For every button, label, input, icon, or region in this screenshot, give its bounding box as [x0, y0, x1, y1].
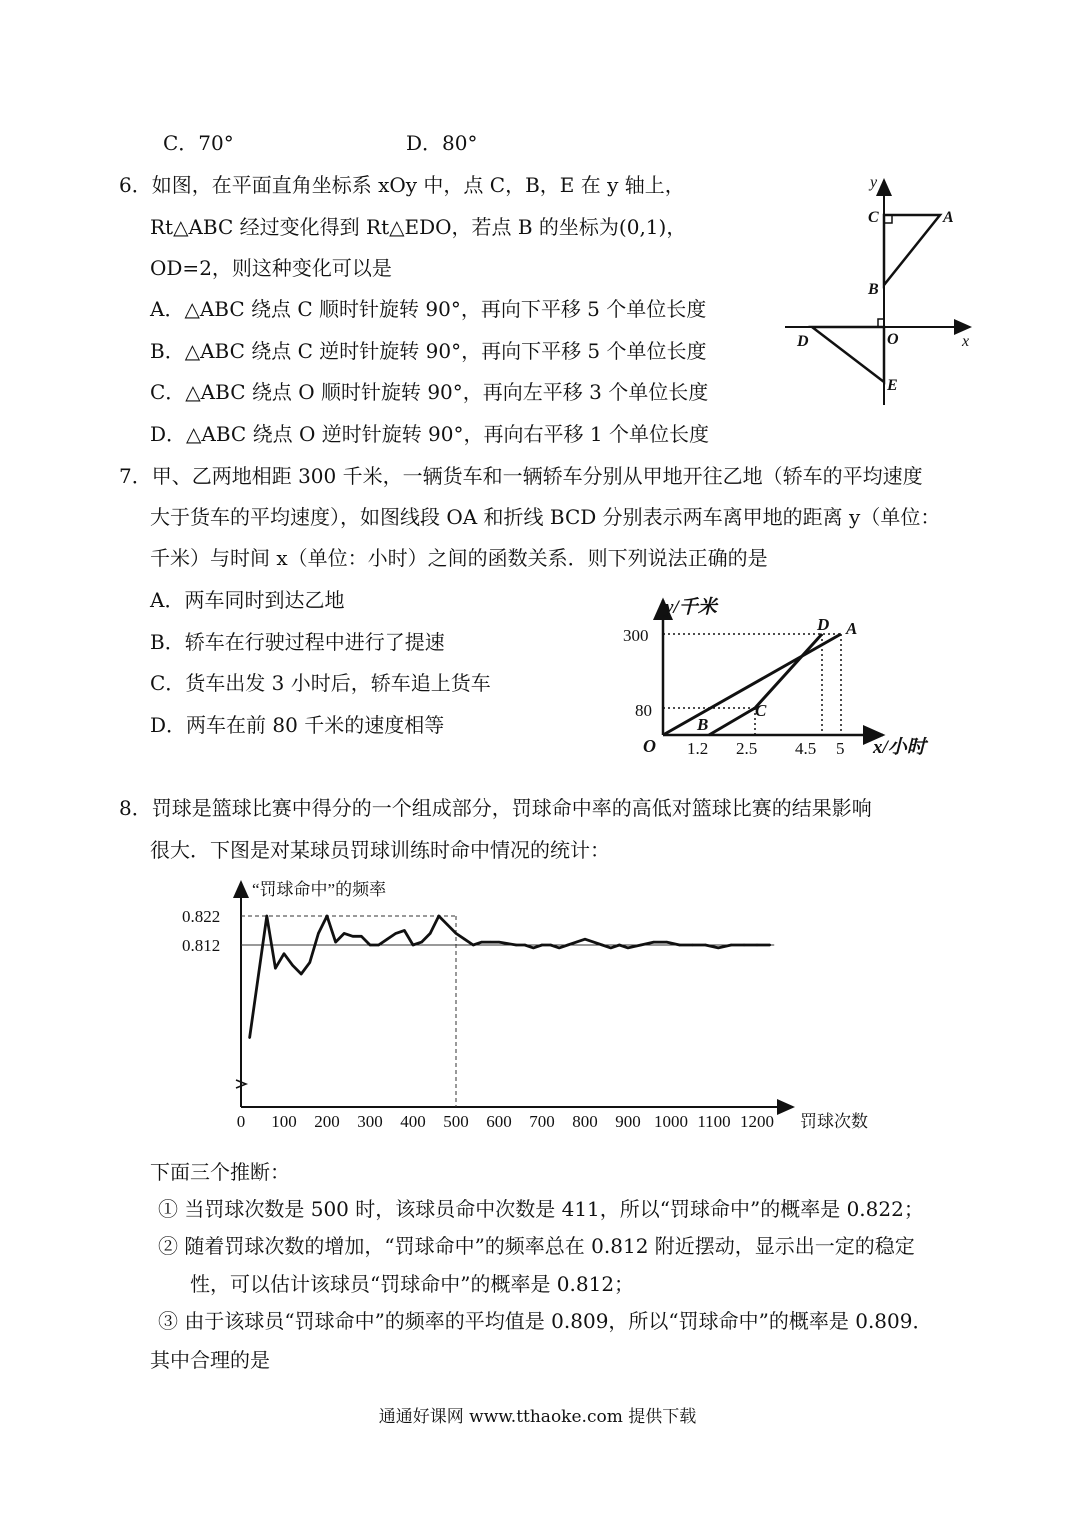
q8-item-3: ③ 由于该球员“罚球命中”的频率的平均值是 0.809，所以“罚球命中”的概率是 0.809． [158, 1309, 933, 1333]
q6-option-d: D．△ABC 绕点 O 逆时针旋转 90°，再向右平移 1 个单位长度 [150, 422, 709, 446]
q8-data-point [420, 941, 422, 943]
q8-data-point [532, 947, 534, 949]
q6-stem-line2: Rt△ABC 经过变化得到 Rt△EDO，若点 B 的坐标为(0,1)， [150, 215, 687, 239]
q8-data-point [515, 944, 517, 946]
q8-data-point [575, 941, 577, 943]
q8-x-tick-label: 500 [443, 1112, 469, 1131]
q8-data-point [463, 938, 465, 940]
q6-stem-line3: OD=2，则这种变化可以是 [150, 256, 392, 280]
q8-data-point [704, 944, 706, 946]
q8-data-point [248, 1037, 250, 1039]
q8-data-point [743, 944, 745, 946]
q6-triangle-abc [884, 215, 940, 285]
q7-stem-line1: 7．甲、乙两地相距 300 千米，一辆货车和一辆轿车分别从甲地开往乙地（轿车的平均速度 [119, 464, 923, 488]
q6-label-x: x [962, 333, 970, 350]
q8-data-point [266, 915, 268, 917]
q8-data-point [334, 941, 336, 943]
q8-data-point [446, 924, 448, 926]
q8-data-point [567, 944, 569, 946]
q8-data-point [377, 944, 379, 946]
q6-label-c: C [868, 209, 879, 226]
q7-segment-oa [663, 634, 841, 735]
q8-data-point [283, 953, 285, 955]
q8-x-tick-label: 300 [357, 1112, 383, 1131]
q8-y-tick-label: 0.812 [182, 936, 221, 955]
q8-data-point [524, 944, 526, 946]
q8-x-tick-label: 600 [486, 1112, 512, 1131]
q8-x-tick-label: 100 [271, 1112, 297, 1131]
q8-data-point [558, 947, 560, 949]
q6-option-a: A．△ABC 绕点 C 顺时针旋转 90°，再向下平移 5 个单位长度 [150, 297, 707, 321]
q7-label-o: O [643, 736, 656, 756]
q6-coordinate-figure [780, 170, 980, 410]
q7-tick-300: 300 [623, 626, 649, 645]
q8-x-tick-label: 900 [615, 1112, 641, 1131]
q7-tick-4-5: 4.5 [795, 739, 817, 758]
q8-item-2-cont: 性，可以估计该球员“罚球命中”的概率是 0.812； [190, 1272, 635, 1296]
q8-data-point [627, 947, 629, 949]
q7-tick-1-2: 1.2 [687, 739, 709, 758]
q8-x-tick-label: 1100 [697, 1112, 731, 1131]
q8-item-2: ② 随着罚球次数的增加，“罚球命中”的频率总在 0.812 附近摆动，显示出一定的稳定 [158, 1234, 915, 1258]
q7-stem-line3: 千米）与时间 x（单位：小时）之间的函数关系．则下列说法正确的是 [150, 546, 768, 570]
q7-option-b: B．轿车在行驶过程中进行了提速 [150, 630, 445, 654]
q7-y-label: y/千米 [665, 597, 717, 618]
q8-data-point [369, 944, 371, 946]
q8-data-point [640, 944, 642, 946]
q8-x-tick-label: 1000 [654, 1112, 688, 1131]
q8-data-point [691, 944, 693, 946]
q6-label-y: y [870, 174, 878, 191]
q8-data-point [412, 944, 414, 946]
q8-x-label: 罚球次数 [800, 1112, 868, 1131]
q8-x-tick-label: 700 [529, 1112, 555, 1131]
q8-intro: 下面三个推断： [150, 1160, 290, 1184]
q8-data-point [455, 932, 457, 934]
q7-tick-5: 5 [836, 739, 845, 758]
q8-data-point [618, 944, 620, 946]
q7-label-a: A [846, 619, 858, 638]
q8-item-1: ① 当罚球次数是 500 时，该球员命中次数是 411，所以“罚球命中”的概率是 0.822； [158, 1197, 924, 1221]
q8-data-point [678, 944, 680, 946]
q8-y-label: “罚球命中”的频率 [252, 880, 387, 899]
q8-data-point [429, 932, 431, 934]
q8-data-point [326, 915, 328, 917]
q6-stem-line1: 6．如图，在平面直角坐标系 xOy 中，点 C，B，E 在 y 轴上， [119, 173, 685, 197]
q8-data-point [541, 944, 543, 946]
q7-label-c: C [755, 701, 767, 720]
q7-label-d: D [817, 615, 830, 634]
q8-data-point [601, 944, 603, 946]
q6-label-e: E [887, 377, 898, 394]
q6-triangle-edo [812, 327, 884, 382]
q7-label-b: B [697, 715, 709, 734]
q6-label-a: A [943, 209, 954, 226]
q8-data-point [769, 944, 771, 946]
q5-option-d: D．80° [406, 131, 478, 155]
q8-data-point [610, 947, 612, 949]
q8-data-point [549, 944, 551, 946]
q6-label-d: D [797, 333, 809, 350]
q6-label-o: O [887, 331, 899, 348]
q7-option-d: D．两车在前 80 千米的速度相等 [150, 713, 445, 737]
q7-tick-80: 80 [635, 701, 652, 720]
q8-x-tick-label: 400 [400, 1112, 426, 1131]
q8-data-point [756, 944, 758, 946]
q8-data-point [592, 941, 594, 943]
q7-option-c: C．货车出发 3 小时后，轿车追上货车 [150, 671, 491, 695]
q8-x-tick-label: 800 [572, 1112, 598, 1131]
q8-data-point [730, 944, 732, 946]
q8-data-point [472, 944, 474, 946]
q8-data-point [717, 947, 719, 949]
q8-data-point [489, 941, 491, 943]
q8-data-point [666, 941, 668, 943]
q8-data-point [317, 932, 319, 934]
q8-data-point [584, 938, 586, 940]
q8-stem-line2: 很大．下图是对某球员罚球训练时命中情况的统计： [150, 838, 610, 862]
q8-data-point [386, 938, 388, 940]
q8-data-point [653, 941, 655, 943]
q8-data-line [250, 916, 770, 1038]
page-footer: 通通好课网 www.tthaoke.com 提供下载 [378, 1407, 697, 1427]
q8-y-tick-label: 0.822 [182, 907, 221, 926]
q8-data-point [360, 935, 362, 937]
q8-dynamic-layer [182, 907, 774, 1131]
q8-data-point [438, 915, 440, 917]
q5-option-c: C．70° [163, 131, 234, 155]
q8-data-point [352, 935, 354, 937]
q8-data-point [481, 941, 483, 943]
q8-data-point [274, 967, 276, 969]
q6-label-b: B [868, 281, 879, 298]
q8-data-point [300, 973, 302, 975]
q7-distance-time-figure [615, 592, 945, 767]
q8-data-point [403, 929, 405, 931]
q8-data-point [498, 941, 500, 943]
q7-tick-2-5: 2.5 [736, 739, 758, 758]
q8-x-tick-label: 200 [314, 1112, 340, 1131]
q8-stem-line1: 8．罚球是篮球比赛中得分的一个组成部分，罚球命中率的高低对篮球比赛的结果影响 [119, 796, 872, 820]
q8-frequency-chart [170, 870, 890, 1140]
q7-option-a: A．两车同时到达乙地 [150, 588, 345, 612]
q8-data-point [395, 932, 397, 934]
q8-question: 其中合理的是 [150, 1348, 270, 1372]
q8-data-point [291, 964, 293, 966]
q6-option-b: B．△ABC 绕点 C 逆时针旋转 90°，再向下平移 5 个单位长度 [150, 339, 707, 363]
q8-x-tick-label: 0 [236, 1112, 246, 1131]
q8-data-point [309, 961, 311, 963]
q8-x-tick-label: 1200 [740, 1112, 774, 1131]
q8-data-point [343, 932, 345, 934]
q6-option-c: C．△ABC 绕点 O 顺时针旋转 90°，再向左平移 3 个单位长度 [150, 380, 709, 404]
q7-x-label: x/小时 [873, 737, 926, 758]
q7-stem-line2: 大于货车的平均速度），如图线段 OA 和折线 BCD 分别表示两车离甲地的距离 y（单位： [150, 505, 941, 529]
